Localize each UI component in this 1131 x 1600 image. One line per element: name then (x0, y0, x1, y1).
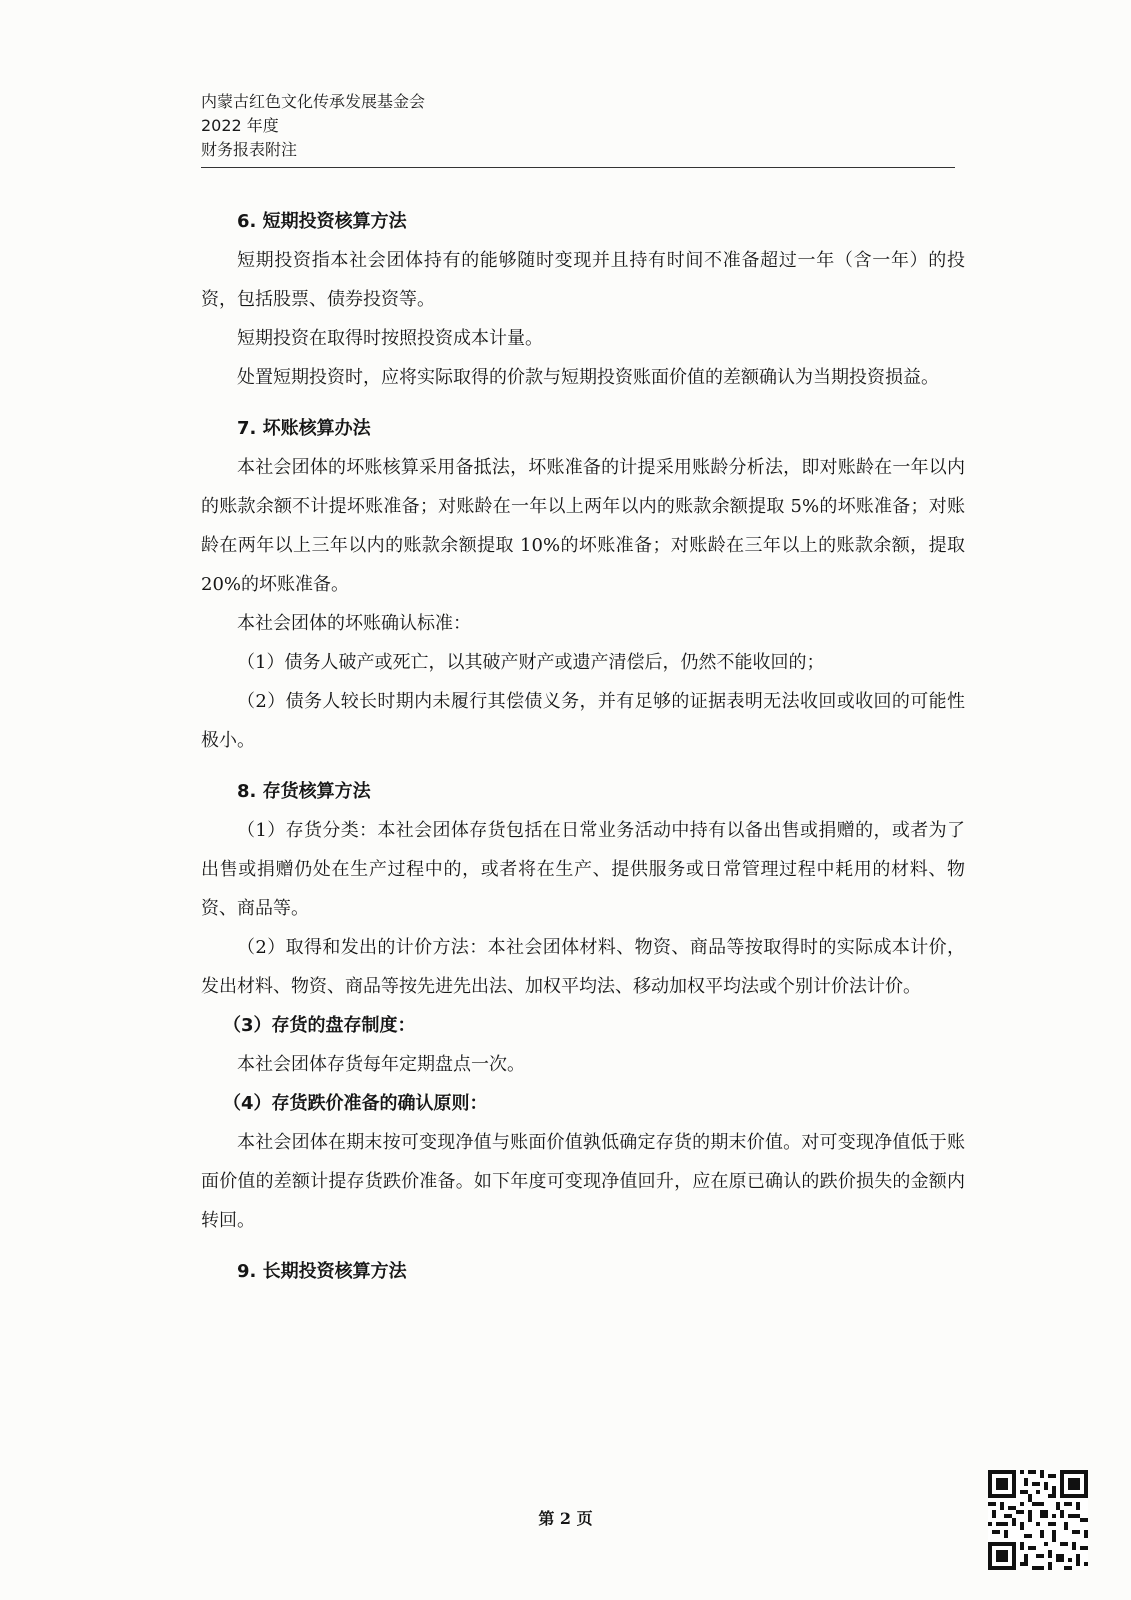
section-7-paragraph-3: （1）债务人破产或死亡，以其破产财产或遗产清偿后，仍然不能收回的； (237, 652, 825, 673)
header-year: 2022 年度 (201, 116, 279, 135)
section-7-title: 7. 坏账核算办法 (237, 418, 371, 439)
page-header (201, 90, 425, 162)
section-8-paragraph-2: （2）取得和发出的计价方法：本社会团体材料、物资、商品等按取得时的实际成本计价，发出材料、物资、商品等按先进先出法、加权平均法、移动加权平均法或个别计价法计价。 (201, 937, 965, 997)
header-org: 内蒙古红色文化传承发展基金会 (201, 92, 426, 111)
section-8-paragraph-3: （3）存货的盘存制度： (223, 1015, 416, 1036)
section-8-title: 8. 存货核算方法 (237, 781, 371, 802)
section-7-paragraph-1: 本社会团体的坏账核算采用备抵法，坏账准备的计提采用账龄分析法，即对账龄在一年以内的账款余额不计提坏账准备；对账龄在一年以上两年以内的账款余额提取 5%的坏账准备；对账龄在两年以上三年以内的账款余额提取 10%的坏账准备；对账龄在三年以上的账款余额，提取 20%的坏账准备。 (201, 457, 965, 595)
section-7-paragraph-2: 本社会团体的坏账确认标准： (237, 613, 471, 634)
section-8-paragraph-4: 本社会团体存货每年定期盘点一次。 (237, 1054, 525, 1075)
page-number: 第 2 页 (538, 1509, 593, 1528)
qr-code-icon (988, 1470, 1088, 1570)
section-9-title: 9. 长期投资核算方法 (237, 1261, 407, 1282)
section-8-paragraph-6: 本社会团体在期末按可变现净值与账面价值孰低确定存货的期末价值。对可变现净值低于账面价值的差额计提存货跌价准备。如下年度可变现净值回升，应在原已确认的跌价损失的金额内转回。 (201, 1132, 965, 1231)
section-6-paragraph-3: 处置短期投资时，应将实际取得的价款与短期投资账面价值的差额确认为当期投资损益。 (237, 367, 939, 388)
header-divider (201, 167, 955, 168)
section-6-paragraph-1: 短期投资指本社会团体持有的能够随时变现并且持有时间不准备超过一年（含一年）的投资，包括股票、债券投资等。 (201, 250, 965, 310)
section-8-paragraph-5: （4）存货跌价准备的确认原则： (223, 1093, 488, 1114)
section-8-paragraph-1: （1）存货分类：本社会团体存货包括在日常业务活动中持有以备出售或捐赠的，或者为了出售或捐赠仍处在生产过程中的，或者将在生产、提供服务或日常管理过程中耗用的材料、物资、商品等。 (201, 820, 965, 919)
header-doc-title: 财务报表附注 (201, 140, 298, 159)
section-6-title: 6. 短期投资核算方法 (237, 211, 407, 232)
section-7-paragraph-4: （2）债务人较长时期内未履行其偿债义务，并有足够的证据表明无法收回或收回的可能性极小。 (201, 691, 965, 751)
section-6-paragraph-2: 短期投资在取得时按照投资成本计量。 (237, 328, 543, 349)
document-body (201, 202, 965, 1291)
